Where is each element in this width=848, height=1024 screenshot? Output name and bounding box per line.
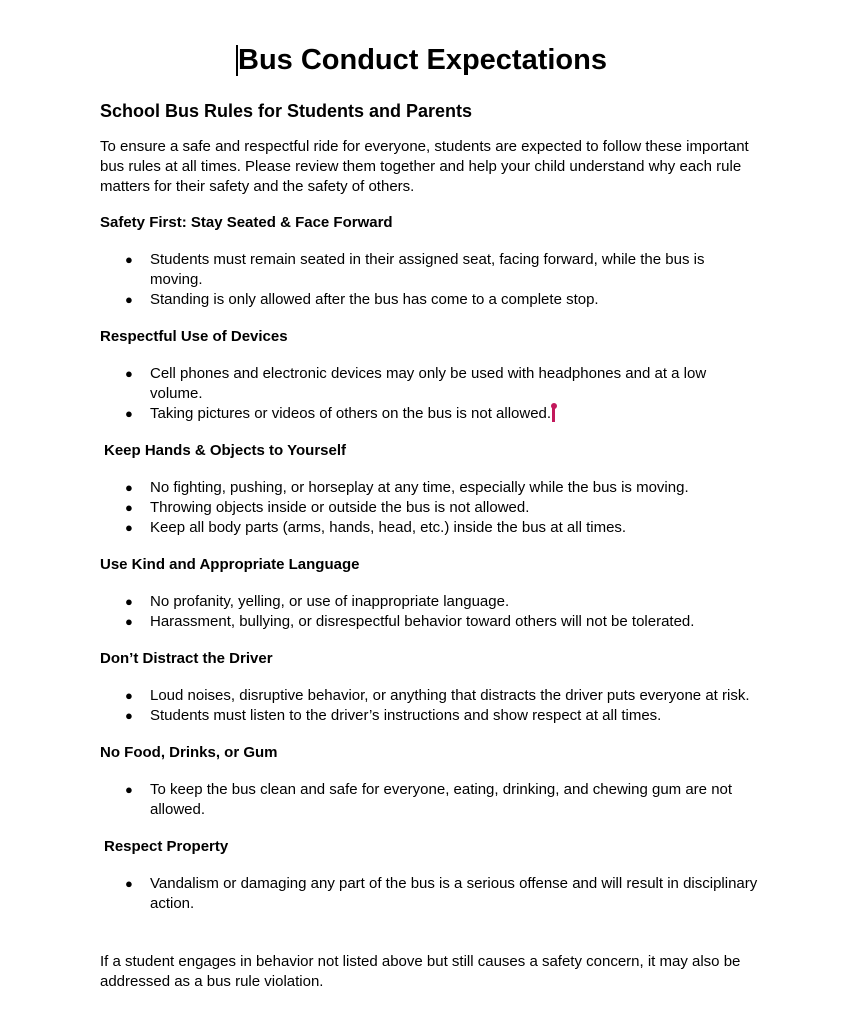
list-item (100, 478, 760, 498)
list-item (100, 780, 760, 820)
bullet-icon: ● (125, 406, 133, 421)
bullet-icon: ● (125, 614, 133, 629)
list-item (100, 686, 760, 706)
bullet-icon: ● (125, 520, 133, 535)
bullet-icon: ● (125, 366, 133, 381)
list-item-text: Students must remain seated in their assigned seat, facing forward, while the bus is moving. (150, 251, 705, 288)
rule-list (100, 592, 760, 632)
closing-paragraph: If a student engages in behavior not listed above but still causes a safety concern, it may also be addressed as a bus rule violation. (100, 953, 741, 990)
list-item-text: Harassment, bullying, or disrespectful behavior toward others will not be tolerated. (150, 613, 695, 630)
section-heading: Use Kind and Appropriate Language (100, 556, 360, 573)
rule-list (100, 780, 760, 820)
list-item-text: Cell phones and electronic devices may only be used with headphones and at a low volume. (150, 365, 707, 402)
bullet-icon: ● (125, 292, 133, 307)
section-heading: Respectful Use of Devices (100, 328, 288, 345)
title-row (0, 42, 848, 78)
list-item (100, 250, 760, 290)
document-body[interactable] (100, 99, 760, 992)
list-item-text: Loud noises, disruptive behavior, or anything that distracts the driver puts everyone at risk. (150, 687, 750, 704)
list-item (100, 592, 760, 612)
list-item-text: Keep all body parts (arms, hands, head, etc.) inside the bus at all times. (150, 519, 627, 536)
list-item-text: Throwing objects inside or outside the bus is not allowed. (150, 499, 530, 516)
rule-list (100, 478, 760, 538)
section-heading: Respect Property (104, 838, 229, 855)
bullet-icon: ● (125, 876, 133, 891)
rule-list (100, 874, 760, 914)
list-item (100, 404, 760, 424)
section-heading: Safety First: Stay Seated & Face Forward (100, 214, 393, 231)
bullet-icon: ● (125, 500, 133, 515)
list-item (100, 518, 760, 538)
bullet-icon: ● (125, 252, 133, 267)
list-item-text: To keep the bus clean and safe for everyone, eating, drinking, and chewing gum are not allowed. (150, 781, 733, 818)
bullet-icon: ● (125, 594, 133, 609)
rule-list (100, 364, 760, 424)
document-title[interactable] (238, 42, 607, 78)
section-heading: Don’t Distract the Driver (100, 650, 273, 667)
bullet-icon: ● (125, 688, 133, 703)
list-item (100, 364, 760, 404)
list-item-text: No profanity, yelling, or use of inappropriate language. (150, 593, 510, 610)
rule-list (100, 686, 760, 726)
intro-paragraph: To ensure a safe and respectful ride for everyone, students are expected to follow these important bus rules at all times. Please review them together and help your child understand why each rule matters for their safety and the safety of others. (100, 138, 749, 195)
document-title-text: Bus Conduct Expectations (238, 44, 607, 76)
section-heading: No Food, Drinks, or Gum (100, 744, 278, 761)
bullet-icon: ● (125, 480, 133, 495)
list-item-text: Students must listen to the driver’s instructions and show respect at all times. (150, 707, 662, 724)
list-item-text: Vandalism or damaging any part of the bus is a serious offense and will result in disciplinary action. (150, 875, 758, 912)
list-item (100, 874, 760, 914)
bullet-icon: ● (125, 782, 133, 797)
list-item (100, 706, 760, 726)
comment-marker-icon[interactable] (552, 404, 555, 422)
rule-list (100, 250, 760, 310)
text-cursor (236, 45, 238, 76)
document-subtitle: School Bus Rules for Students and Parents (100, 101, 473, 121)
list-item-text: Standing is only allowed after the bus has come to a complete stop. (150, 291, 599, 308)
list-item (100, 290, 760, 310)
list-item-text: Taking pictures or videos of others on the bus is not allowed. (150, 405, 552, 422)
section-heading: Keep Hands & Objects to Yourself (104, 442, 346, 459)
list-item (100, 498, 760, 518)
list-item (100, 612, 760, 632)
list-item-text: No fighting, pushing, or horseplay at any time, especially while the bus is moving. (150, 479, 689, 496)
bullet-icon: ● (125, 708, 133, 723)
